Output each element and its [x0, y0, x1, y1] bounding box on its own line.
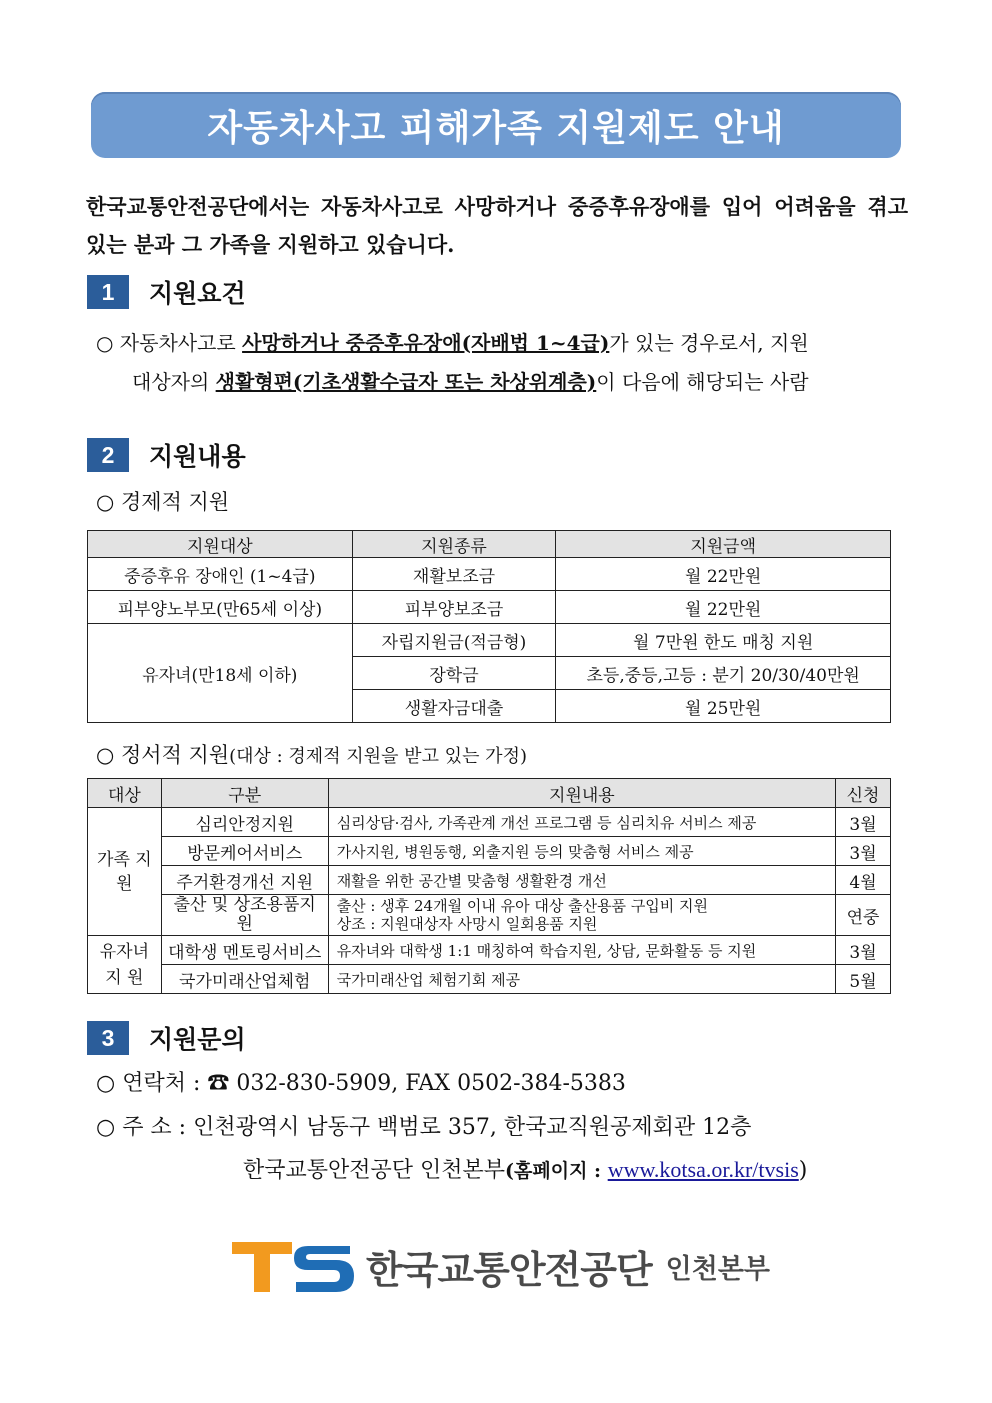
table-header: 지원금액: [556, 531, 891, 558]
requirement-text: 대상자의: [132, 370, 216, 394]
emotional-support-note: (대상 : 경제적 지원을 받고 있는 가정): [229, 746, 527, 767]
cell-line: 상조 : 지원대상자 사망시 일회용품 지원: [336, 915, 598, 933]
table-cell: 장학금: [352, 657, 556, 690]
economic-support-table: [87, 530, 891, 723]
section-number: 1: [87, 275, 129, 309]
table-cell: 국가미래산업 체험기회 제공: [328, 965, 835, 994]
section-number: 3: [87, 1021, 129, 1055]
address-line: [96, 1110, 751, 1141]
intro-paragraph: 한국교통안전공단에서는 자동차사고로 사망하거나 중증후유장애를 입어 어려움을 겪고 있는 분과 그 가족을 지원하고 있습니다.: [86, 194, 908, 257]
requirement-text: 가 있는 경우로서, 지원: [609, 331, 809, 355]
table-row: [88, 837, 891, 866]
table-row: [88, 558, 891, 591]
table-row: [88, 866, 891, 895]
logo-branch: 인천본부: [665, 1253, 770, 1285]
table-header-row: [88, 531, 891, 558]
table-cell: 유자녀(만18세 이하): [88, 624, 353, 723]
table-cell-multiline: [328, 895, 835, 936]
table-header-row: [88, 779, 891, 808]
table-row: [88, 936, 891, 965]
table-header: 구분: [161, 779, 328, 808]
requirement-emphasis: 생활형편(기초생활수급자 또는 차상위계층): [215, 370, 597, 394]
table-cell: 3월: [836, 936, 891, 965]
section-2-header: [87, 437, 246, 473]
requirement-emphasis: 사망하거나 중증후유장애(자배법 1~4급): [242, 331, 610, 355]
requirement-line-2: [132, 366, 809, 395]
section-title: 지원요건: [149, 279, 246, 308]
table-cell: 월 22만원: [556, 558, 891, 591]
table-cell: 유자녀와 대학생 1:1 매칭하여 학습지원, 상담, 문화활동 등 지원: [328, 936, 835, 965]
title-banner: [91, 92, 901, 158]
table-cell: 월 25만원: [556, 690, 891, 723]
requirement-line-1: [96, 327, 809, 356]
table-cell: 재활을 위한 공간별 맞춤형 생활환경 개선: [328, 866, 835, 895]
table-cell: 5월: [836, 965, 891, 994]
cell-line: 출산 : 생후 24개월 이내 유아 대상 출산용품 구입비 지원: [336, 897, 709, 915]
table-header: 지원대상: [88, 531, 353, 558]
table-cell: 4월: [836, 866, 891, 895]
section-title: 지원문의: [149, 1025, 246, 1054]
table-cell: 재활보조금: [352, 558, 556, 591]
requirement-text: 이 다음에 해당되는 사람: [596, 370, 809, 394]
contact-line: [96, 1066, 626, 1097]
page-title: 자동차사고 피해가족 지원제도 안내: [207, 107, 785, 149]
table-cell: 피부양보조금: [352, 591, 556, 624]
table-cell: 월 22만원: [556, 591, 891, 624]
table-row: [88, 591, 891, 624]
homepage-link[interactable]: www.kotsa.or.kr/tvsis: [607, 1157, 799, 1182]
table-cell: 자립지원금(적금형): [352, 624, 556, 657]
logo-name: 한국교통안전공단: [366, 1247, 652, 1292]
section-title: 지원내용: [149, 442, 246, 471]
table-cell: 국가미래산업체험: [161, 965, 328, 994]
contact-value: 032-830-5909, FAX 0502-384-5383: [229, 1071, 626, 1096]
table-cell: 피부양노부모(만65세 이상): [88, 591, 353, 624]
phone-icon: ☎: [207, 1071, 230, 1096]
emotional-support-title: ○ 정서적 지원: [96, 743, 230, 767]
table-cell: 초등,중등,고등 : 분기 20/30/40만원: [556, 657, 891, 690]
table-cell: 출산 및 상조용품지원: [161, 895, 328, 936]
table-cell: 3월: [836, 808, 891, 837]
table-row: [88, 895, 891, 936]
table-cell: 연중: [836, 895, 891, 936]
homepage-close: ): [798, 1158, 808, 1183]
homepage-label: (홈페이지 :: [505, 1160, 608, 1182]
table-cell: 중증후유 장애인 (1~4급): [88, 558, 353, 591]
address-value: 인천광역시 남동구 백범로 357, 한국교직원공제회관 12층: [193, 1115, 752, 1140]
table-cell: 주거환경개선 지원: [161, 866, 328, 895]
economic-support-label: ○ 경제적 지원: [96, 490, 230, 514]
table-cell: 방문케어서비스: [161, 837, 328, 866]
table-cell: 월 7만원 한도 매칭 지원: [556, 624, 891, 657]
table-row: [88, 624, 891, 657]
section-1-header: [87, 274, 246, 310]
office-name: 한국교통안전공단 인천본부: [243, 1158, 506, 1183]
table-header: 지원종류: [352, 531, 556, 558]
contact-label: ○ 연락처 :: [96, 1071, 208, 1096]
table-cell: 심리안정지원: [161, 808, 328, 837]
group-cell-family: 가족 지원: [88, 808, 162, 936]
table-header: 신청: [836, 779, 891, 808]
table-header: 대상: [88, 779, 162, 808]
table-cell: 심리상담·검사, 가족관계 개선 프로그램 등 심리치유 서비스 제공: [328, 808, 835, 837]
ts-logo: [230, 1236, 770, 1296]
table-cell: 생활자금대출: [352, 690, 556, 723]
table-row: [88, 808, 891, 837]
address-line-2: [243, 1153, 807, 1184]
table-cell: 3월: [836, 837, 891, 866]
table-row: [88, 965, 891, 994]
section-number: 2: [87, 438, 129, 472]
ts-logo-mark-icon: [230, 1236, 360, 1296]
table-cell: 가사지원, 병원동행, 외출지원 등의 맞춤형 서비스 제공: [328, 837, 835, 866]
section-3-header: [87, 1020, 246, 1056]
table-header: 지원내용: [328, 779, 835, 808]
requirement-text: ○ 자동차사고로: [96, 331, 243, 355]
emotional-support-table: [87, 778, 891, 994]
group-cell-children: 유자녀 지 원: [88, 936, 162, 994]
address-label: ○ 주 소 :: [96, 1115, 194, 1140]
table-cell: 대학생 멘토링서비스: [161, 936, 328, 965]
emotional-support-label: [96, 739, 527, 769]
